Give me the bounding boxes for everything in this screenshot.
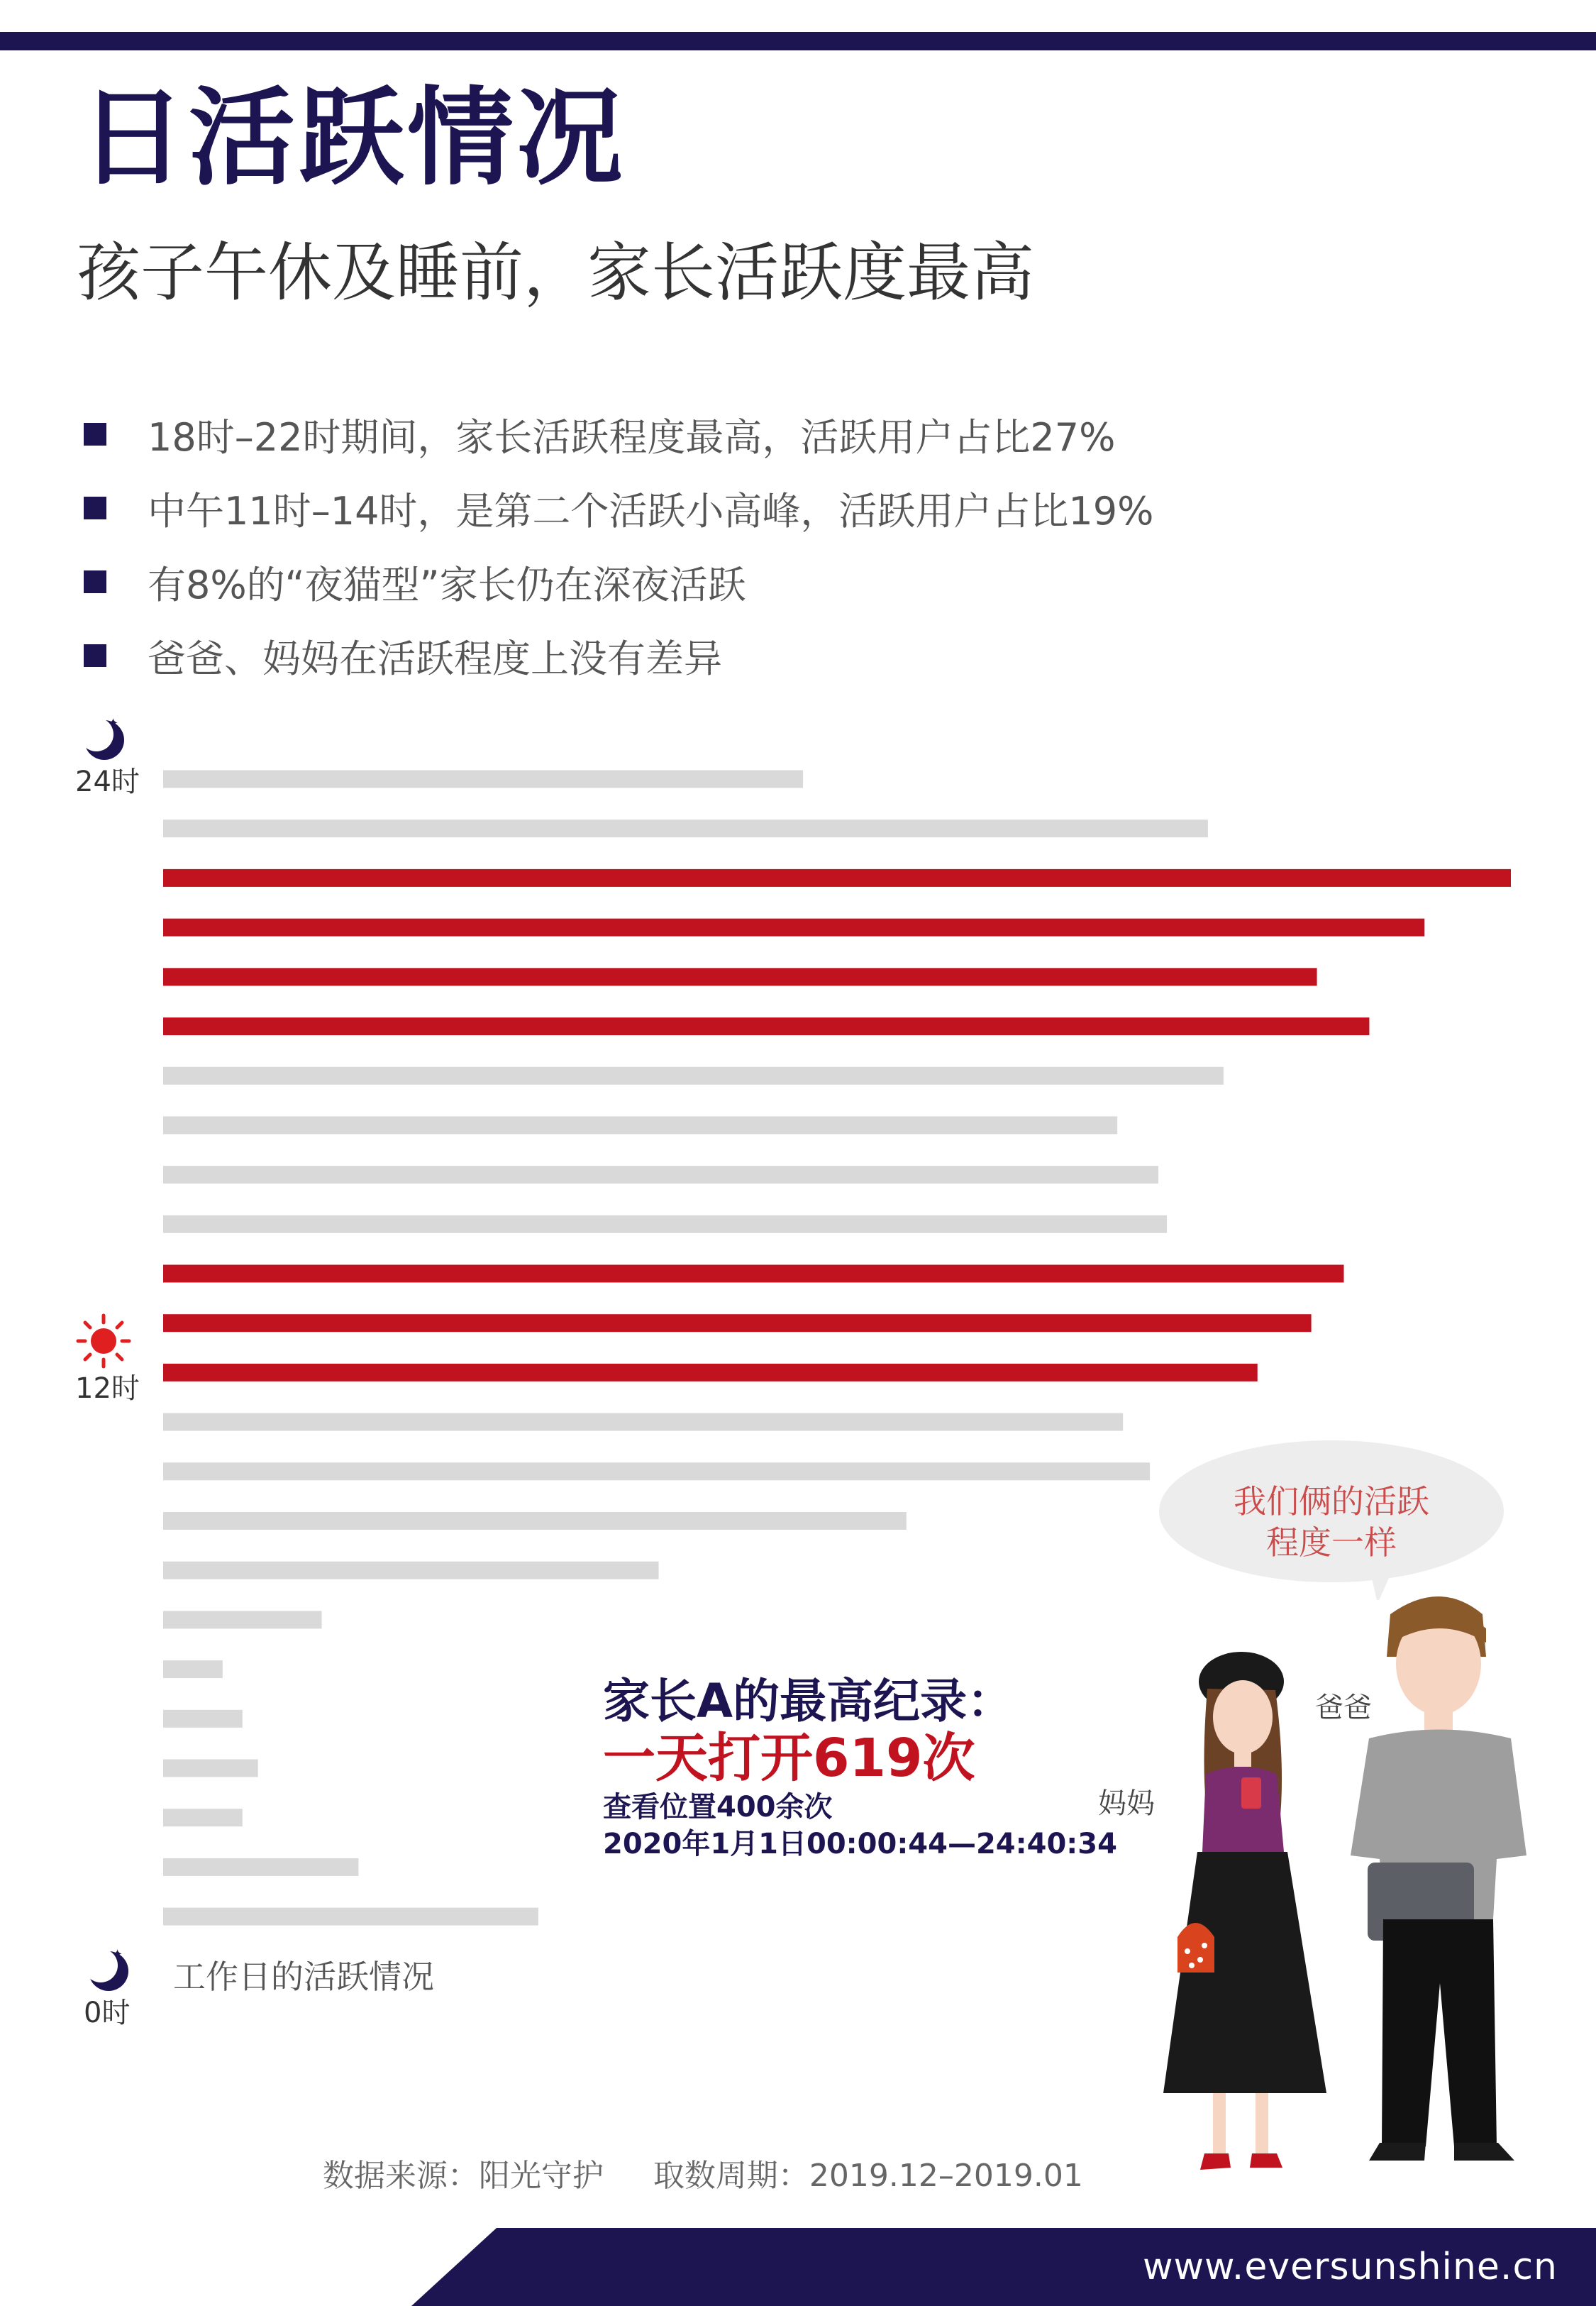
bullet-item <box>84 471 1502 545</box>
bullet-marker <box>84 644 106 667</box>
bar-hour-14 <box>163 1215 1167 1233</box>
bar-hour-5 <box>163 1660 223 1678</box>
axis-label-bottom: 0时 <box>84 1997 131 2029</box>
chart-caption: 工作日的活跃情况 <box>173 1958 434 1996</box>
bullet-item <box>84 397 1502 471</box>
bar-hour-17 <box>163 1067 1224 1085</box>
data-source: 数据来源：阳光守护 取数周期：2019.12–2019.01 <box>323 2158 1083 2194</box>
bar-hour-9 <box>163 1462 1150 1480</box>
bar-hour-3 <box>163 1760 258 1777</box>
svg-text:✦: ✦ <box>112 1947 123 1962</box>
page-subtitle: 孩子午休及睡前，家长活跃度最高 <box>77 236 1034 310</box>
bar-hour-12 <box>163 1314 1312 1332</box>
moon-icon <box>84 1944 133 1994</box>
top-rule <box>0 32 1596 50</box>
speech-line: 我们俩的活跃 <box>1234 1482 1429 1521</box>
bar-hour-8 <box>163 1512 907 1530</box>
bullet-text: 18时–22时期间，家长活跃程度最高，活跃用户占比27% <box>148 414 1116 460</box>
bullet-marker <box>84 570 106 593</box>
bullet-text: 中午11时–14时，是第二个活跃小高峰，活跃用户占比19% <box>148 488 1154 534</box>
record-detail: 查看位置400余次 <box>603 1790 833 1824</box>
bar-hour-15 <box>163 1166 1158 1184</box>
website-link[interactable]: www.eversunshine.cn <box>1142 2246 1558 2288</box>
record-date: 2020年1月1日00:00:44—24:40:34 <box>603 1827 1117 1860</box>
bullet-marker <box>84 423 106 446</box>
record-title: 家长A的最高纪录： <box>603 1674 1014 1728</box>
mom-label: 妈妈 <box>1098 1787 1155 1820</box>
bar-hour-2 <box>163 1809 243 1826</box>
bar-hour-19 <box>163 968 1317 986</box>
bullet-item <box>84 545 1502 619</box>
axis-label-middle: 12时 <box>75 1372 140 1405</box>
bar-hour-13 <box>163 1265 1343 1283</box>
page-title: 日活跃情况 <box>79 77 626 200</box>
axis-label-top: 24时 <box>75 766 140 798</box>
bar-hour-1 <box>163 1858 358 1876</box>
speech-text <box>1158 1482 1505 1563</box>
record-callout <box>603 1675 1117 1863</box>
record-main: 一天打开619次 <box>603 1727 975 1789</box>
dad-illustration <box>1341 1586 1539 2175</box>
bullet-list <box>84 397 1502 693</box>
svg-text:✦: ✦ <box>108 716 119 731</box>
bar-hour-20 <box>163 919 1424 937</box>
speech-line: 程度一样 <box>1266 1523 1397 1562</box>
bar-hour-7 <box>163 1562 659 1579</box>
bar-hour-11 <box>163 1364 1258 1381</box>
bar-hour-23 <box>163 771 803 788</box>
bullet-text: 有8%的“夜猫型”家长仍在深夜活跃 <box>148 562 746 607</box>
bar-hour-16 <box>163 1116 1117 1134</box>
bar-hour-22 <box>163 820 1208 837</box>
bar-hour-21 <box>163 869 1511 887</box>
bar-hour-18 <box>163 1017 1369 1035</box>
bullet-item <box>84 619 1502 693</box>
bullet-text: 爸爸、妈妈在活跃程度上没有差异 <box>148 636 722 681</box>
moon-icon <box>79 713 129 763</box>
bar-hour-10 <box>163 1413 1123 1431</box>
bullet-marker <box>84 497 106 519</box>
bar-hour-0 <box>163 1908 538 1926</box>
sun-icon <box>75 1313 132 1369</box>
dad-label: 爸爸 <box>1315 1692 1372 1724</box>
bar-hour-6 <box>163 1611 322 1628</box>
bar-hour-4 <box>163 1710 243 1728</box>
